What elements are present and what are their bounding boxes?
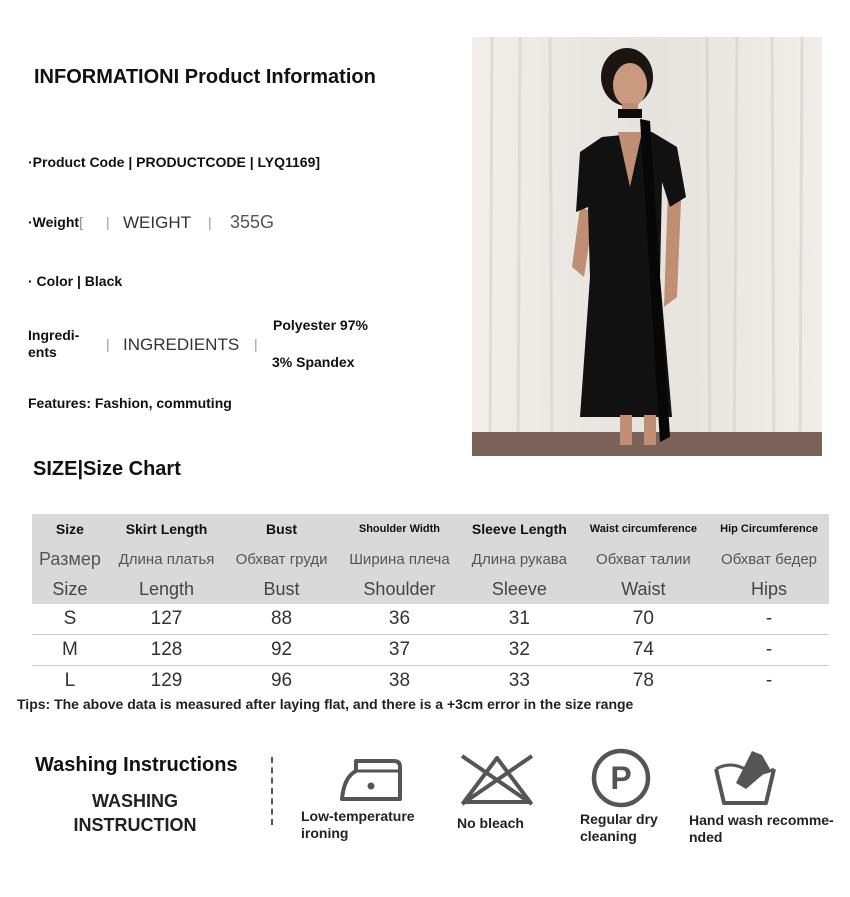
hand-wash-icon (712, 747, 778, 809)
cell-waist: 78 (632, 670, 654, 691)
care-label-handwash-line2: nded (689, 829, 723, 845)
color-row: · Color | Black (28, 273, 123, 289)
features-row: Features: Fashion, commuting (28, 395, 232, 411)
header-ru-sleeve: Длина рукава (461, 544, 578, 574)
ingredient-polyester: Polyester 97% (273, 317, 368, 333)
header-short-size: Size (32, 574, 108, 604)
table-row (32, 635, 829, 666)
dry-clean-glyph: P (610, 760, 632, 796)
table-row (32, 666, 829, 697)
header-ru-length: Длина платья (108, 544, 225, 574)
cell-shoulder: 37 (338, 635, 461, 666)
header-ru-size: Размер (32, 544, 108, 574)
cell-waist: 74 (578, 635, 709, 666)
divider: | (254, 336, 258, 352)
weight-label (28, 214, 83, 230)
header-ru-shoulder: Ширина плеча (338, 544, 461, 574)
care-label-handwash (689, 812, 834, 846)
cell-length: 128 (108, 635, 225, 666)
care-label-iron (301, 808, 415, 842)
header-row-english (32, 514, 829, 544)
weight-field: WEIGHT (123, 213, 191, 232)
product-info-title: INFORMATIONI Product Information (34, 66, 376, 88)
cell-shoulder: 36 (338, 604, 461, 635)
header-skirt-length: Skirt Length (108, 514, 225, 544)
cell-bust: 96 (270, 670, 293, 691)
cell-waist: 70 (578, 604, 709, 635)
cell-shoulder: 38 (388, 670, 411, 691)
header-sleeve-length: Sleeve Length (461, 514, 578, 544)
size-chart-table (32, 514, 829, 696)
dry-clean-icon (590, 747, 652, 809)
cell-size: M (32, 635, 108, 666)
header-size: Size (32, 514, 108, 544)
ingredients-label-line2: ents (28, 344, 57, 360)
header-row-short (32, 574, 829, 604)
header-ru-bust: Обхват груди (225, 544, 338, 574)
size-tips: Tips: The above data is measured after laying flat, and there is a +3cm error in the size range (17, 696, 634, 712)
cell-size: S (32, 604, 108, 635)
header-short-waist: Waist (578, 574, 709, 604)
care-label-dryclean-line2: cleaning (580, 828, 637, 844)
washing-subtitle (60, 789, 210, 837)
ingredients-label (28, 327, 79, 361)
model-image (472, 37, 822, 456)
washing-subtitle-line1: WASHING (91, 791, 178, 811)
cell-hips: - (709, 635, 829, 666)
product-code: ·Product Code | PRODUCTCODE | LYQ1169] (28, 154, 321, 170)
table-row (32, 604, 829, 635)
divider: | (208, 214, 212, 230)
header-short-sleeve: Sleeve (461, 574, 578, 604)
cell-bust: 88 (225, 604, 338, 635)
divider: | (106, 336, 110, 352)
care-label-handwash-line1: Hand wash recomme- (689, 812, 834, 828)
washing-subtitle-line2: INSTRUCTION (73, 815, 197, 835)
iron-icon (338, 755, 406, 805)
header-short-length: Length (108, 574, 225, 604)
care-label-dryclean-line1: Regular dry (580, 811, 658, 827)
product-photo (472, 37, 822, 456)
cell-sleeve: 31 (461, 604, 578, 635)
weight-value: 355G (230, 212, 275, 232)
header-short-hips: Hips (709, 574, 829, 604)
header-shoulder-width: Shoulder Width (338, 514, 461, 544)
cell-bust: 92 (225, 635, 338, 666)
ingredients-label-line1: Ingredi- (28, 327, 80, 343)
header-bust: Bust (225, 514, 338, 544)
header-row-russian (32, 544, 829, 574)
care-label-iron-line1: Low-temperature (301, 808, 415, 824)
ingredient-spandex: 3% Spandex (272, 354, 355, 370)
washing-title: Washing Instructions (35, 754, 238, 776)
header-short-shoulder: Shoulder (338, 574, 461, 604)
header-short-bust: Bust (225, 574, 338, 604)
dashed-divider (271, 757, 273, 825)
header-waist: Waist circumference (578, 514, 709, 544)
cell-length: 129 (150, 670, 183, 691)
divider: | (106, 214, 110, 230)
weight-mark: [ (79, 214, 83, 230)
cell-length: 127 (108, 604, 225, 635)
size-chart-title: SIZE|Size Chart (33, 458, 181, 480)
header-hip: Hip Circumference (709, 514, 829, 544)
cell-hips: - (765, 670, 773, 691)
weight-label-text: ·Weight (28, 214, 80, 230)
care-label-bleach: No bleach (457, 815, 524, 831)
header-ru-hips: Обхват бедер (709, 544, 829, 574)
cell-sleeve: 32 (461, 635, 578, 666)
cell-sleeve: 33 (508, 670, 530, 691)
no-bleach-icon (458, 752, 536, 808)
care-label-iron-line2: ironing (301, 825, 349, 841)
header-ru-waist: Обхват талии (578, 544, 709, 574)
ingredients-field: INGREDIENTS (123, 335, 240, 354)
cell-hips: - (709, 604, 829, 635)
care-label-dryclean (580, 811, 658, 845)
cell-size: L (64, 670, 76, 691)
